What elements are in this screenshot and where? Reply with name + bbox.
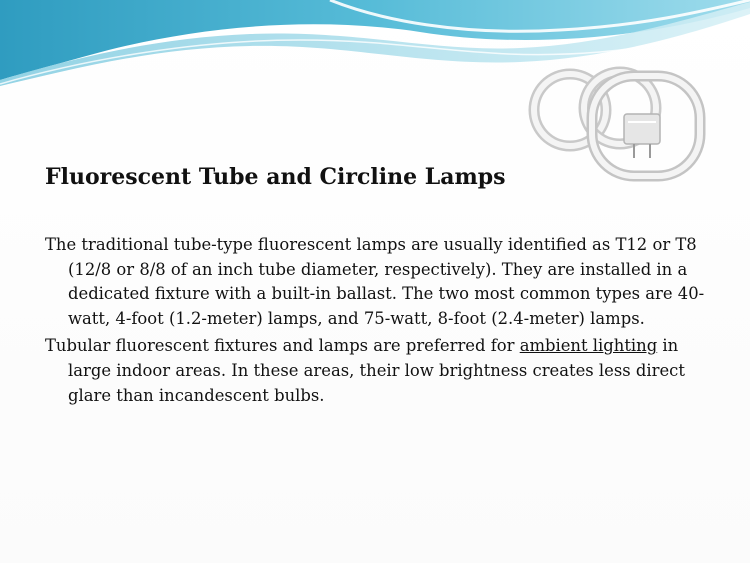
slide-title: Fluorescent Tube and Circline Lamps — [45, 164, 506, 190]
paragraph-ambient-lighting — [45, 334, 705, 408]
paragraph-text-start: Tubular fluorescent fixtures and lamps are preferred for — [45, 336, 520, 356]
slide-body — [45, 233, 705, 411]
paragraph-tube-lamps: The traditional tube-type fluorescent lamps are usually identified as T12 or T8 (12/8 or 8/8 of an inch tube diameter, respectively). They are installed in a dedicated fixture with a built-in ballast. The two most common types are 40-watt, 4-foot (1.2-meter) lamps, and 75-watt, 8-foot (2.4-meter) lamps. — [45, 235, 705, 328]
paragraph-text-end: in large indoor areas. In these areas, their low brightness creates less direct glare than incandescent bulbs. — [68, 336, 685, 405]
ambient-lighting-link[interactable]: ambient lighting — [519, 336, 658, 356]
